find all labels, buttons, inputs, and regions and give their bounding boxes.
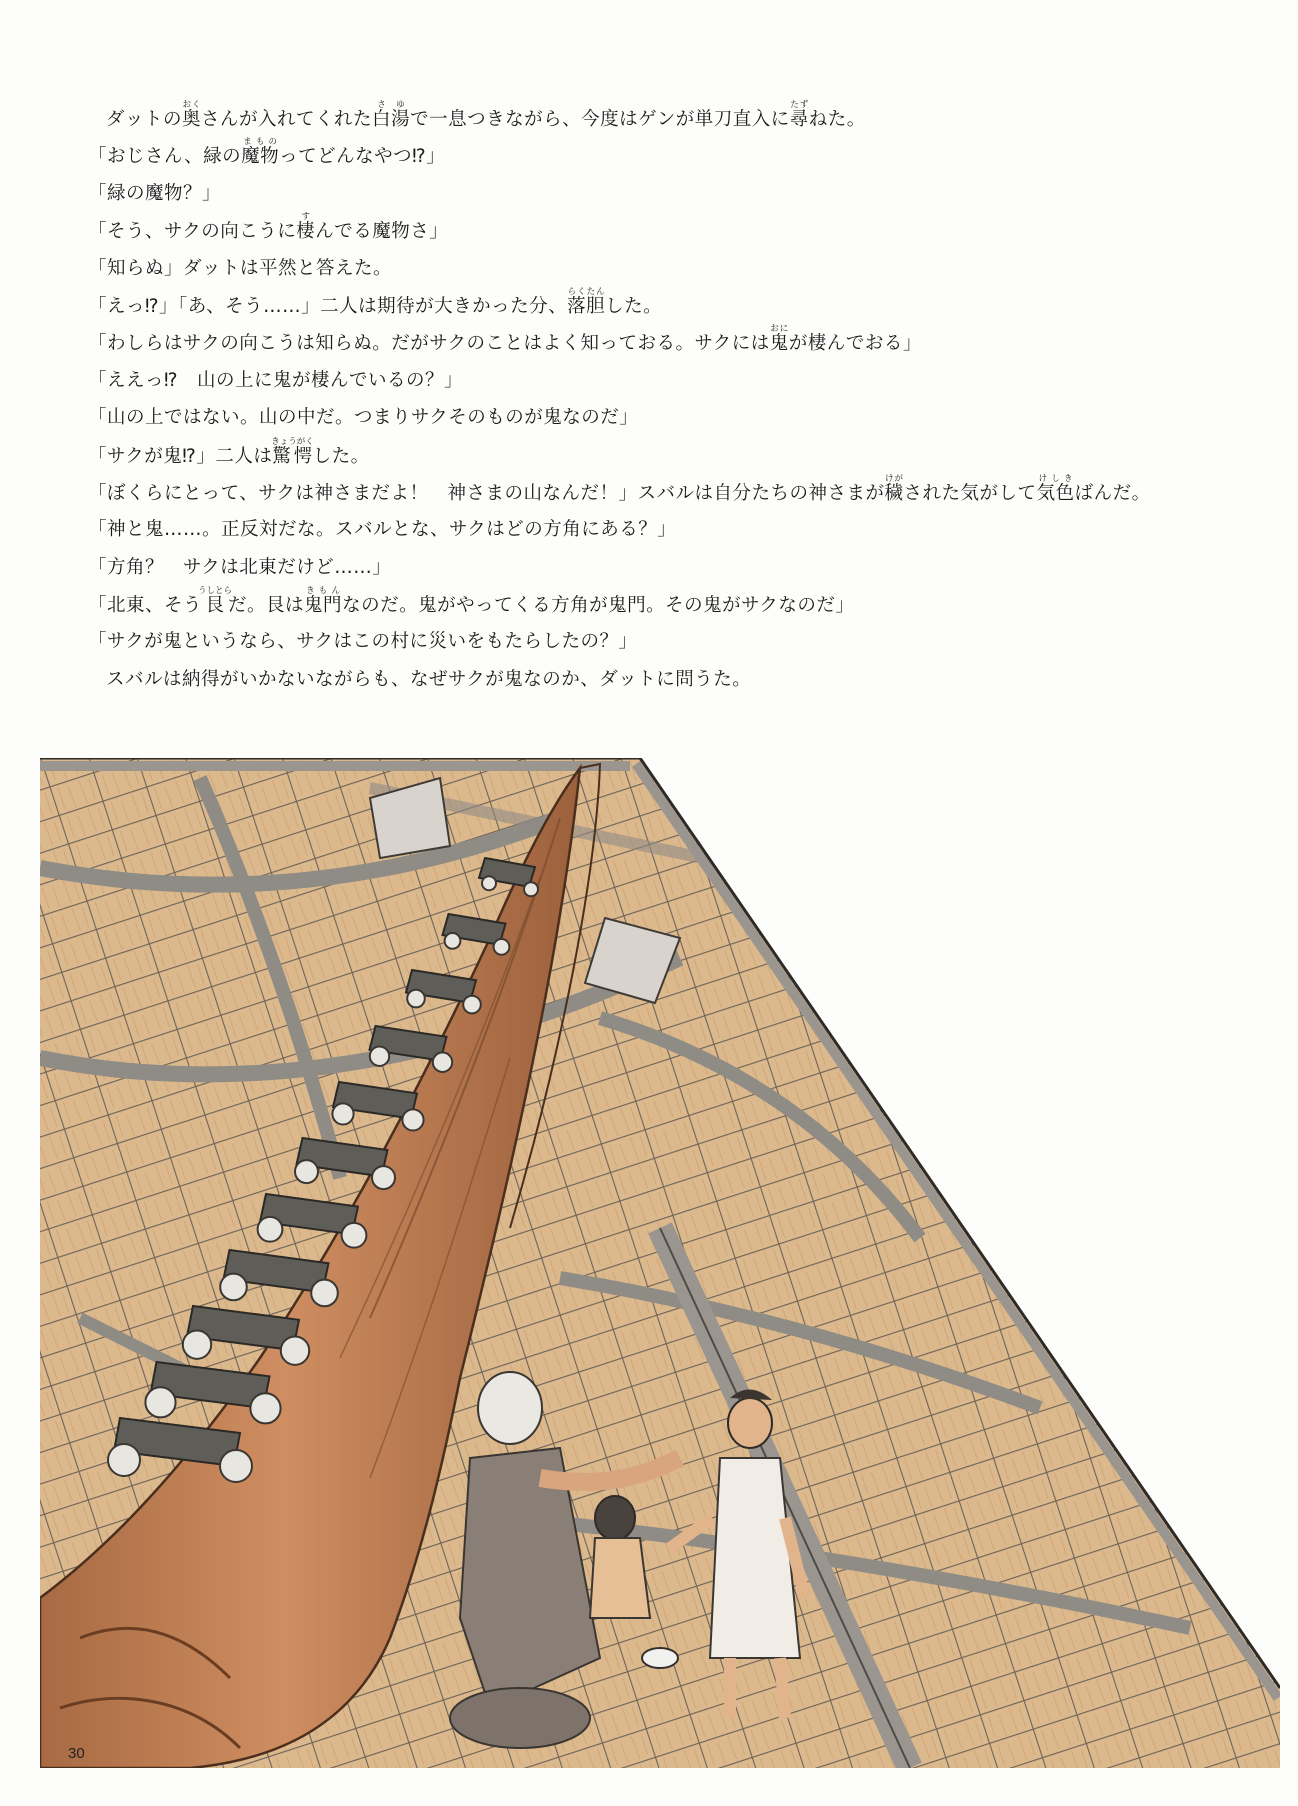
- illustration-dwelling-interior: [40, 758, 1280, 1768]
- story-line: [88, 437, 1228, 474]
- text-run: んでる魔物さ」: [315, 221, 449, 243]
- rope-knot: [108, 1444, 140, 1476]
- rope-knot: [407, 990, 425, 1008]
- story-line: [88, 474, 1228, 511]
- ruby-base: 棲: [296, 221, 316, 243]
- ruby-word: [182, 100, 202, 130]
- story-line: [88, 287, 1228, 324]
- ruby-word: [271, 436, 314, 467]
- ruby-base: 気色: [1036, 482, 1075, 504]
- text-run: スバルは納得がいかないながらも、なぜサクが鬼なのか、ダットに問うた。: [106, 668, 752, 690]
- ruby-reading: さゆ: [372, 100, 411, 110]
- text-run: 「ぼくらにとって、サクは神さまだよ！ 神さまの山なんだ！」スバルは自分たちの神さまが: [88, 482, 885, 504]
- rope-knot: [524, 882, 538, 896]
- rope-knot: [258, 1217, 283, 1242]
- rope-knot: [281, 1336, 309, 1364]
- ruby-word: [198, 586, 233, 617]
- story-line: [88, 250, 1228, 287]
- text-run: ってどんなやつ⁉」: [279, 146, 446, 168]
- story-line: [88, 623, 1228, 660]
- rope-knot: [482, 876, 496, 890]
- rope-knot: [370, 1047, 389, 1066]
- rope-knot: [250, 1393, 280, 1423]
- rope-knot: [220, 1274, 247, 1301]
- rope-knot: [183, 1330, 211, 1358]
- text-run: だ。艮は: [228, 595, 305, 617]
- text-run: ばんだ。: [1074, 482, 1151, 504]
- ruby-word: [567, 286, 606, 317]
- rope-knot: [311, 1280, 338, 1307]
- story-line: [88, 661, 1228, 698]
- rope-knot: [295, 1160, 318, 1183]
- rope-knot: [402, 1109, 423, 1130]
- text-run: 「わしらはサクの向こうは知らぬ。だがサクのことはよく知っておる。サクには: [88, 333, 770, 355]
- text-run: ねた。: [808, 109, 866, 130]
- illustration-svg: [40, 758, 1280, 1768]
- story-line: [88, 399, 1228, 436]
- rope-knot: [332, 1103, 353, 1124]
- rope-knot: [463, 996, 481, 1014]
- ruby-base: 奥: [182, 109, 202, 130]
- text-run: 「そう、サクの向こうに: [88, 221, 297, 243]
- ruby-word: [769, 324, 789, 355]
- ruby-base: 白湯: [372, 109, 411, 130]
- cup: [642, 1648, 678, 1668]
- text-run: した。: [312, 445, 370, 467]
- text-run: 「緑の魔物？」: [88, 182, 222, 204]
- ruby-word: [296, 212, 316, 243]
- rope-knot: [445, 933, 461, 949]
- ruby-word: [884, 473, 904, 504]
- story-text: [88, 100, 1228, 698]
- rope-knot: [342, 1223, 367, 1248]
- rope-knot: [145, 1387, 175, 1417]
- ruby-reading: きょうがく: [271, 436, 314, 447]
- story-line: [88, 362, 1228, 399]
- rope-knot: [433, 1053, 452, 1072]
- ruby-word: [241, 137, 280, 168]
- text-run: さんが入れてくれた: [201, 109, 373, 130]
- ruby-word: [1036, 473, 1075, 504]
- text-run: 「サクが鬼というなら、サクはこの村に災いをもたらしたの？」: [88, 631, 638, 653]
- text-run: された気がして: [903, 482, 1037, 504]
- ruby-reading: す: [296, 212, 316, 223]
- text-run: 「神と鬼……。正反対だな。スバルとな、サクはどの方角にある？」: [88, 519, 677, 541]
- text-run: が棲んでおる」: [788, 333, 922, 355]
- page-number: 30: [68, 1745, 85, 1762]
- ruby-reading: たず: [789, 100, 809, 110]
- text-run: 「おじさん、緑の: [88, 146, 242, 168]
- ruby-reading: らくたん: [567, 286, 606, 297]
- ruby-base: 尋: [789, 109, 809, 130]
- story-line: [88, 175, 1228, 212]
- ruby-reading: おに: [769, 324, 789, 335]
- ruby-reading: まもの: [241, 137, 280, 148]
- text-run: 「方角？ サクは北東だけど……」: [88, 556, 392, 578]
- story-line: [88, 511, 1228, 548]
- ruby-base: 艮: [198, 595, 233, 617]
- text-run: ダットの: [106, 109, 183, 130]
- story-line: [88, 212, 1228, 249]
- story-line: [88, 549, 1228, 586]
- text-run: 「えっ⁉」「あ、そう……」二人は期待が大きかった分、: [88, 295, 568, 317]
- ruby-base: 落胆: [567, 295, 606, 317]
- story-line: [88, 324, 1228, 361]
- text-run: した。: [605, 295, 663, 317]
- rope-knot: [220, 1450, 252, 1482]
- rope-knot: [494, 939, 510, 955]
- ruby-reading: きもん: [304, 586, 343, 597]
- text-run: 「知らぬ」ダットは平然と答えた。: [88, 257, 393, 279]
- text-run: で一息つきながら、今度はゲンが単刀直入に: [410, 109, 790, 130]
- story-line: [88, 100, 1228, 137]
- ruby-word: [789, 100, 809, 130]
- ruby-reading: おく: [182, 100, 202, 110]
- ruby-reading: けしき: [1036, 473, 1075, 484]
- text-run: 「ええっ⁉ 山の上に鬼が棲んでいるの？」: [88, 369, 464, 391]
- ruby-reading: うしとら: [198, 586, 233, 597]
- story-line: [88, 586, 1228, 623]
- rope-knot: [372, 1166, 395, 1189]
- ruby-reading: けが: [884, 473, 904, 484]
- text-run: 「サクが鬼⁉」二人は: [88, 445, 273, 467]
- ruby-base: 魔物: [241, 146, 280, 168]
- text-run: なのだ。鬼がやってくる方角が鬼門。その鬼がサクなのだ」: [342, 595, 855, 617]
- ruby-base: 鬼門: [304, 595, 343, 617]
- text-run: 「山の上ではない。山の中だ。つまりサクそのものが鬼なのだ」: [88, 407, 639, 429]
- ruby-word: [304, 586, 343, 617]
- ruby-base: 驚愕: [271, 445, 314, 467]
- ruby-base: 鬼: [769, 333, 789, 355]
- story-line: [88, 137, 1228, 174]
- ruby-base: 穢: [884, 482, 904, 504]
- ruby-word: [372, 100, 411, 130]
- text-run: 「北東、そう: [88, 595, 203, 617]
